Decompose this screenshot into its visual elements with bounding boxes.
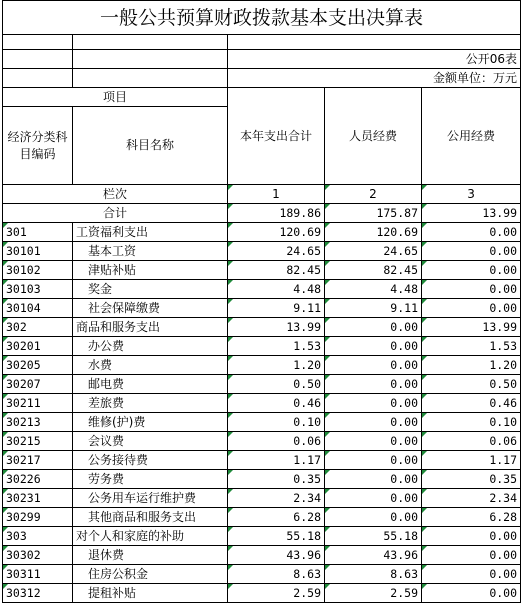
item-name-cell[interactable]: 商品和服务支出 bbox=[73, 318, 228, 337]
total-cell[interactable]: 0.10 bbox=[228, 413, 325, 432]
public-cell[interactable]: 2.34 bbox=[422, 489, 521, 508]
total-cell[interactable]: 2.34 bbox=[228, 489, 325, 508]
item-name-cell[interactable]: 劳务费 bbox=[73, 470, 228, 489]
item-name-cell[interactable]: 住房公积金 bbox=[73, 565, 228, 584]
item-name-cell[interactable]: 其他商品和服务支出 bbox=[73, 508, 228, 527]
table-body bbox=[3, 1, 521, 603]
cell[interactable] bbox=[228, 35, 521, 50]
item-name-cell[interactable]: 津贴补贴 bbox=[73, 261, 228, 280]
total-cell[interactable]: 2.59 bbox=[228, 584, 325, 603]
table-row bbox=[3, 413, 521, 432]
personnel-cell[interactable]: 8.63 bbox=[325, 565, 422, 584]
project-header[interactable]: 项目 bbox=[3, 88, 228, 107]
item-name-cell[interactable]: 邮电费 bbox=[73, 375, 228, 394]
cell[interactable] bbox=[3, 69, 73, 88]
table-row bbox=[3, 508, 521, 527]
public-cell[interactable]: 0.00 bbox=[422, 280, 521, 299]
item-name-cell[interactable]: 公务用车运行维护费 bbox=[73, 489, 228, 508]
total-cell[interactable]: 4.48 bbox=[228, 280, 325, 299]
econ-code-cell[interactable]: 30205 bbox=[3, 356, 73, 375]
table-row bbox=[3, 242, 521, 261]
public-header[interactable]: 公用经费 bbox=[422, 88, 521, 185]
econ-code-cell[interactable]: 30312 bbox=[3, 584, 73, 603]
econ-code-cell[interactable]: 301 bbox=[3, 223, 73, 242]
total-cell[interactable]: 9.11 bbox=[228, 299, 325, 318]
table-row bbox=[3, 280, 521, 299]
title-row bbox=[3, 1, 521, 35]
total-cell[interactable]: 0.06 bbox=[228, 432, 325, 451]
total-cell[interactable]: 24.65 bbox=[228, 242, 325, 261]
table-row bbox=[3, 318, 521, 337]
table-row bbox=[3, 356, 521, 375]
rank-label[interactable]: 栏次 bbox=[3, 185, 228, 204]
public-cell[interactable]: 6.28 bbox=[422, 508, 521, 527]
public-cell[interactable]: 0.00 bbox=[422, 584, 521, 603]
total-cell[interactable]: 1.20 bbox=[228, 356, 325, 375]
unit-label[interactable]: 金额单位：万元 bbox=[228, 69, 521, 88]
econ-code-cell[interactable]: 30217 bbox=[3, 451, 73, 470]
public-cell[interactable]: 0.00 bbox=[422, 527, 521, 546]
item-name-cell[interactable]: 工资福利支出 bbox=[73, 223, 228, 242]
total-cell[interactable]: 82.45 bbox=[228, 261, 325, 280]
public-cell[interactable]: 0.00 bbox=[422, 223, 521, 242]
table-row bbox=[3, 299, 521, 318]
table-code[interactable]: 公开06表 bbox=[228, 50, 521, 69]
public-cell[interactable]: 1.20 bbox=[422, 356, 521, 375]
table-row bbox=[3, 584, 521, 603]
table-row bbox=[3, 527, 521, 546]
total-cell[interactable]: 1.17 bbox=[228, 451, 325, 470]
personnel-cell[interactable]: 0.00 bbox=[325, 489, 422, 508]
econ-code-cell[interactable]: 30213 bbox=[3, 413, 73, 432]
table-row bbox=[3, 451, 521, 470]
personnel-cell[interactable]: 0.00 bbox=[325, 413, 422, 432]
item-name-cell[interactable]: 社会保障缴费 bbox=[73, 299, 228, 318]
item-name-cell[interactable]: 维修(护)费 bbox=[73, 413, 228, 432]
table-row bbox=[3, 261, 521, 280]
rank-2[interactable]: 2 bbox=[325, 185, 422, 204]
total-label[interactable]: 合计 bbox=[3, 204, 228, 223]
total-personnel[interactable]: 175.87 bbox=[325, 204, 422, 223]
item-name-cell[interactable]: 基本工资 bbox=[73, 242, 228, 261]
item-name-header[interactable]: 科目名称 bbox=[73, 107, 228, 185]
total-cell[interactable]: 6.28 bbox=[228, 508, 325, 527]
total-cell[interactable]: 55.18 bbox=[228, 527, 325, 546]
table-row bbox=[3, 394, 521, 413]
econ-code-cell[interactable]: 30104 bbox=[3, 299, 73, 318]
public-cell[interactable]: 0.00 bbox=[422, 546, 521, 565]
econ-code-cell[interactable]: 30226 bbox=[3, 470, 73, 489]
total-amount[interactable]: 189.86 bbox=[228, 204, 325, 223]
public-cell[interactable]: 0.10 bbox=[422, 413, 521, 432]
econ-code-cell[interactable]: 30302 bbox=[3, 546, 73, 565]
econ-code-cell[interactable]: 30207 bbox=[3, 375, 73, 394]
public-cell[interactable]: 13.99 bbox=[422, 318, 521, 337]
econ-code-cell[interactable]: 30311 bbox=[3, 565, 73, 584]
cell[interactable] bbox=[73, 35, 228, 50]
personnel-cell[interactable]: 0.00 bbox=[325, 375, 422, 394]
personnel-cell[interactable]: 120.69 bbox=[325, 223, 422, 242]
econ-code-cell[interactable]: 30215 bbox=[3, 432, 73, 451]
public-cell[interactable]: 0.06 bbox=[422, 432, 521, 451]
personnel-cell[interactable]: 0.00 bbox=[325, 394, 422, 413]
econ-code-cell[interactable]: 30299 bbox=[3, 508, 73, 527]
table-row bbox=[3, 489, 521, 508]
personnel-cell[interactable]: 0.00 bbox=[325, 508, 422, 527]
table-title[interactable]: 一般公共预算财政拨款基本支出决算表 bbox=[3, 1, 521, 35]
project-header-row bbox=[3, 88, 521, 107]
total-cell[interactable]: 43.96 bbox=[228, 546, 325, 565]
personnel-cell[interactable]: 0.00 bbox=[325, 318, 422, 337]
cell[interactable] bbox=[3, 50, 73, 69]
cell[interactable] bbox=[3, 35, 73, 50]
total-header[interactable]: 本年支出合计 bbox=[228, 88, 325, 185]
personnel-cell[interactable]: 0.00 bbox=[325, 356, 422, 375]
rank-row bbox=[3, 185, 521, 204]
item-name-cell[interactable]: 提租补贴 bbox=[73, 584, 228, 603]
personnel-cell[interactable]: 0.00 bbox=[325, 451, 422, 470]
econ-code-cell[interactable]: 302 bbox=[3, 318, 73, 337]
econ-code-header[interactable]: 经济分类科目编码 bbox=[3, 107, 73, 185]
total-cell[interactable]: 0.46 bbox=[228, 394, 325, 413]
public-cell[interactable]: 0.00 bbox=[422, 299, 521, 318]
personnel-cell[interactable]: 24.65 bbox=[325, 242, 422, 261]
personnel-cell[interactable]: 4.48 bbox=[325, 280, 422, 299]
personnel-cell[interactable]: 43.96 bbox=[325, 546, 422, 565]
personnel-cell[interactable]: 0.00 bbox=[325, 432, 422, 451]
personnel-cell[interactable]: 2.59 bbox=[325, 584, 422, 603]
table-row bbox=[3, 375, 521, 394]
item-name-cell[interactable]: 差旅费 bbox=[73, 394, 228, 413]
item-name-cell[interactable]: 水费 bbox=[73, 356, 228, 375]
public-cell[interactable]: 0.00 bbox=[422, 261, 521, 280]
personnel-cell[interactable]: 82.45 bbox=[325, 261, 422, 280]
table-row bbox=[3, 223, 521, 242]
public-cell[interactable]: 0.50 bbox=[422, 375, 521, 394]
econ-code-cell[interactable]: 30103 bbox=[3, 280, 73, 299]
econ-code-cell[interactable]: 303 bbox=[3, 527, 73, 546]
item-name-cell[interactable]: 会议费 bbox=[73, 432, 228, 451]
blank-row bbox=[3, 35, 521, 50]
public-cell[interactable]: 0.46 bbox=[422, 394, 521, 413]
budget-table bbox=[2, 0, 521, 603]
unit-row bbox=[3, 69, 521, 88]
public-cell[interactable]: 1.17 bbox=[422, 451, 521, 470]
item-name-cell[interactable]: 办公费 bbox=[73, 337, 228, 356]
personnel-cell[interactable]: 9.11 bbox=[325, 299, 422, 318]
table-row bbox=[3, 470, 521, 489]
total-cell[interactable]: 0.50 bbox=[228, 375, 325, 394]
total-cell[interactable]: 0.35 bbox=[228, 470, 325, 489]
table-row bbox=[3, 432, 521, 451]
total-public[interactable]: 13.99 bbox=[422, 204, 521, 223]
total-cell[interactable]: 1.53 bbox=[228, 337, 325, 356]
econ-code-cell[interactable]: 30101 bbox=[3, 242, 73, 261]
table-row bbox=[3, 337, 521, 356]
table-code-row bbox=[3, 50, 521, 69]
public-cell[interactable]: 0.00 bbox=[422, 565, 521, 584]
cell[interactable] bbox=[73, 69, 228, 88]
personnel-cell[interactable]: 55.18 bbox=[325, 527, 422, 546]
econ-code-cell[interactable]: 30211 bbox=[3, 394, 73, 413]
econ-code-cell[interactable]: 30102 bbox=[3, 261, 73, 280]
rank-3[interactable]: 3 bbox=[422, 185, 521, 204]
public-cell[interactable]: 0.35 bbox=[422, 470, 521, 489]
total-cell[interactable]: 8.63 bbox=[228, 565, 325, 584]
personnel-cell[interactable]: 0.00 bbox=[325, 337, 422, 356]
public-cell[interactable]: 1.53 bbox=[422, 337, 521, 356]
item-name-cell[interactable]: 奖金 bbox=[73, 280, 228, 299]
total-row bbox=[3, 204, 521, 223]
total-cell[interactable]: 120.69 bbox=[228, 223, 325, 242]
cell[interactable] bbox=[73, 50, 228, 69]
econ-code-cell[interactable]: 30231 bbox=[3, 489, 73, 508]
item-name-cell[interactable]: 公务接待费 bbox=[73, 451, 228, 470]
footnote-clipped bbox=[2, 562, 520, 571]
total-cell[interactable]: 13.99 bbox=[228, 318, 325, 337]
econ-code-cell[interactable]: 30201 bbox=[3, 337, 73, 356]
rank-1[interactable]: 1 bbox=[228, 185, 325, 204]
personnel-header[interactable]: 人员经费 bbox=[325, 88, 422, 185]
item-name-cell[interactable]: 对个人和家庭的补助 bbox=[73, 527, 228, 546]
item-name-cell[interactable]: 退休费 bbox=[73, 546, 228, 565]
personnel-cell[interactable]: 0.00 bbox=[325, 470, 422, 489]
public-cell[interactable]: 0.00 bbox=[422, 242, 521, 261]
